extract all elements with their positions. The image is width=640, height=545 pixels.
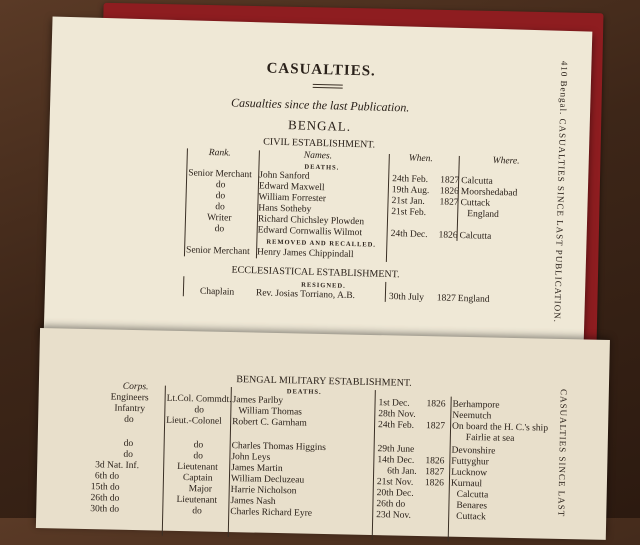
resigned-label: RESIGNED. (301, 281, 346, 290)
corps-cell: 3d Nat. Inf. (95, 460, 140, 472)
rank-cell: Major (188, 484, 213, 495)
rank-cell: do (193, 451, 204, 462)
eccles-where: England (457, 293, 490, 305)
year-cell: 1826 (439, 186, 459, 197)
where-cell: Moorshedabad (460, 186, 518, 199)
name-cell: John Leys (231, 452, 271, 463)
name-cell: Edward Maxwell (258, 181, 325, 194)
corps-cell: 30th do (90, 504, 120, 515)
col-rule-e1 (183, 276, 185, 296)
header-where: Where. (492, 155, 520, 167)
running-head: 410 Bengal. CASUALTIES SINCE LAST PUBLICATION. (552, 60, 570, 324)
ecclesiastical-heading: ECCLESIASTICAL ESTABLISHMENT. (231, 264, 400, 281)
corps-cell: 6th do (94, 471, 120, 482)
military-deaths-label: DEATHS. (286, 388, 322, 396)
where-cell: Cuttack (460, 197, 491, 209)
where-cell: Calcutta (459, 230, 492, 242)
header-names: Names. (303, 150, 333, 162)
where-cell: Calcutta (456, 489, 489, 501)
where-cell: Lucknow (451, 467, 488, 479)
name-cell: Charles Richard Eyre (230, 507, 313, 519)
where-cell: Fairlie at sea (465, 432, 515, 444)
when-cell: 24th Dec. (390, 229, 428, 241)
name-cell: Harrie Nicholson (230, 485, 297, 497)
year-cell: 1826 (438, 230, 458, 241)
when-cell: 21st Nov. (376, 477, 414, 488)
when-cell: 21st Feb. (391, 207, 427, 219)
rank-cell: do (192, 506, 202, 517)
title-rule (313, 84, 343, 86)
name-cell: James Martin (231, 463, 283, 475)
rank-cell: do (215, 191, 226, 202)
name-cell: William Decluzeau (230, 474, 305, 486)
corps-cell: do (123, 438, 134, 450)
header-corps: Corps. (122, 381, 149, 393)
civil-deaths-table (46, 164, 588, 249)
rank-cell: Senior Merchant (188, 168, 252, 181)
lower-page (36, 328, 610, 540)
name-cell: William Forrester (258, 192, 327, 205)
name-cell: Edward Cornwallis Wilmot (257, 225, 363, 239)
when-cell: 26th do (376, 499, 406, 510)
rank-cell: Lieutenant (177, 461, 218, 473)
where-cell: Benares (456, 500, 488, 512)
eccles-rank: Chaplain (199, 286, 235, 298)
when-cell: 24th Feb. (392, 174, 429, 186)
header-rank: Rank. (208, 147, 231, 159)
corps-cell: do (123, 449, 134, 461)
rank-cell: do (215, 202, 225, 213)
name-cell: Charles Thomas Higgins (231, 441, 327, 454)
rank-cell: Lieut.-Colonel (166, 415, 222, 427)
year-cell: 1826 (426, 399, 446, 410)
military-deaths-table (36, 388, 609, 543)
corps-cell: Engineers (110, 392, 149, 404)
corps-cell: 26th do (90, 493, 120, 504)
region-heading: BENGAL. (287, 117, 352, 134)
col-rule-e2 (385, 282, 387, 302)
rank-cell: do (214, 224, 225, 235)
corps-cell: do (124, 414, 134, 426)
when-cell: 29th June (377, 444, 415, 455)
header-when: When. (408, 153, 433, 165)
where-cell: Devonshire (451, 445, 496, 457)
running-head-lower: CASUALTIES SINCE LAST (556, 388, 569, 518)
rank-cell: Writer (206, 212, 232, 224)
where-cell: On board the H. C.'s ship (451, 421, 549, 434)
rank-cell: do (193, 440, 204, 451)
where-cell: England (467, 209, 500, 221)
removed-label: REMOVED AND RECALLED. (266, 238, 377, 249)
rank-cell: Lieutenant (176, 494, 218, 506)
name-cell: Hans Sotheby (258, 203, 312, 215)
when-cell: 21st Jan. (391, 196, 425, 207)
year-cell: 1826 (424, 478, 444, 489)
where-cell: Kurnaul (450, 478, 483, 490)
upper-page (44, 17, 593, 352)
year-cell: 1826 (425, 456, 445, 467)
civil-heading: CIVIL ESTABLISHMENT. (263, 136, 376, 151)
rank-cell: Lt.Col. Commdt. (166, 393, 232, 406)
when-cell: 23d Nov. (376, 510, 412, 521)
name-cell: Robert C. Garnham (232, 417, 307, 429)
eccles-year: 1827 (436, 293, 456, 304)
when-cell: 6th Jan. (387, 466, 417, 477)
where-cell: Futtyghur (451, 456, 489, 468)
where-cell: Berhampore (452, 399, 500, 411)
when-cell: 1st Dec. (378, 398, 410, 409)
eccles-name: Rev. Josias Torriano, A.B. (255, 288, 356, 302)
where-cell: Cuttack (456, 511, 486, 523)
title-rule-2 (313, 87, 343, 89)
name-cell: John Sanford (259, 170, 310, 182)
year-cell: 1827 (440, 175, 460, 186)
year-cell: 1827 (425, 467, 445, 478)
when-cell: 24th Feb. (377, 420, 415, 431)
when-cell: 20th Dec. (376, 488, 414, 499)
year-cell: 1827 (439, 197, 459, 208)
rank-cell: Captain (182, 473, 213, 484)
where-cell: Calcutta (461, 175, 493, 187)
page-title: CASUALTIES. (266, 60, 377, 80)
rank-cell: do (215, 180, 226, 191)
name-cell: James Nash (230, 496, 276, 508)
rank-cell: do (194, 405, 204, 416)
removed-name: Henry James Chippindall (256, 247, 354, 261)
corps-cell: 15th do (90, 482, 120, 493)
where-cell: Neemutch (452, 410, 492, 422)
when-cell: 14th Dec. (377, 455, 415, 466)
name-cell: Richard Chichsley Plowden (257, 214, 365, 228)
military-heading: BENGAL MILITARY ESTABLISHMENT. (236, 374, 412, 389)
when-cell: 28th Nov. (378, 409, 416, 420)
when-cell: 19th Aug. (391, 185, 430, 197)
removed-rank: Senior Merchant (185, 245, 250, 258)
deaths-label: DEATHS. (304, 163, 340, 172)
corps-cell: Infantry (114, 403, 146, 415)
eccles-when: 30th July (388, 292, 425, 304)
subtitle: Casualties since the last Publication. (230, 95, 410, 115)
name-cell: William Thomas (238, 406, 303, 418)
year-cell: 1827 (425, 421, 446, 432)
name-cell: James Parlby (232, 395, 284, 407)
